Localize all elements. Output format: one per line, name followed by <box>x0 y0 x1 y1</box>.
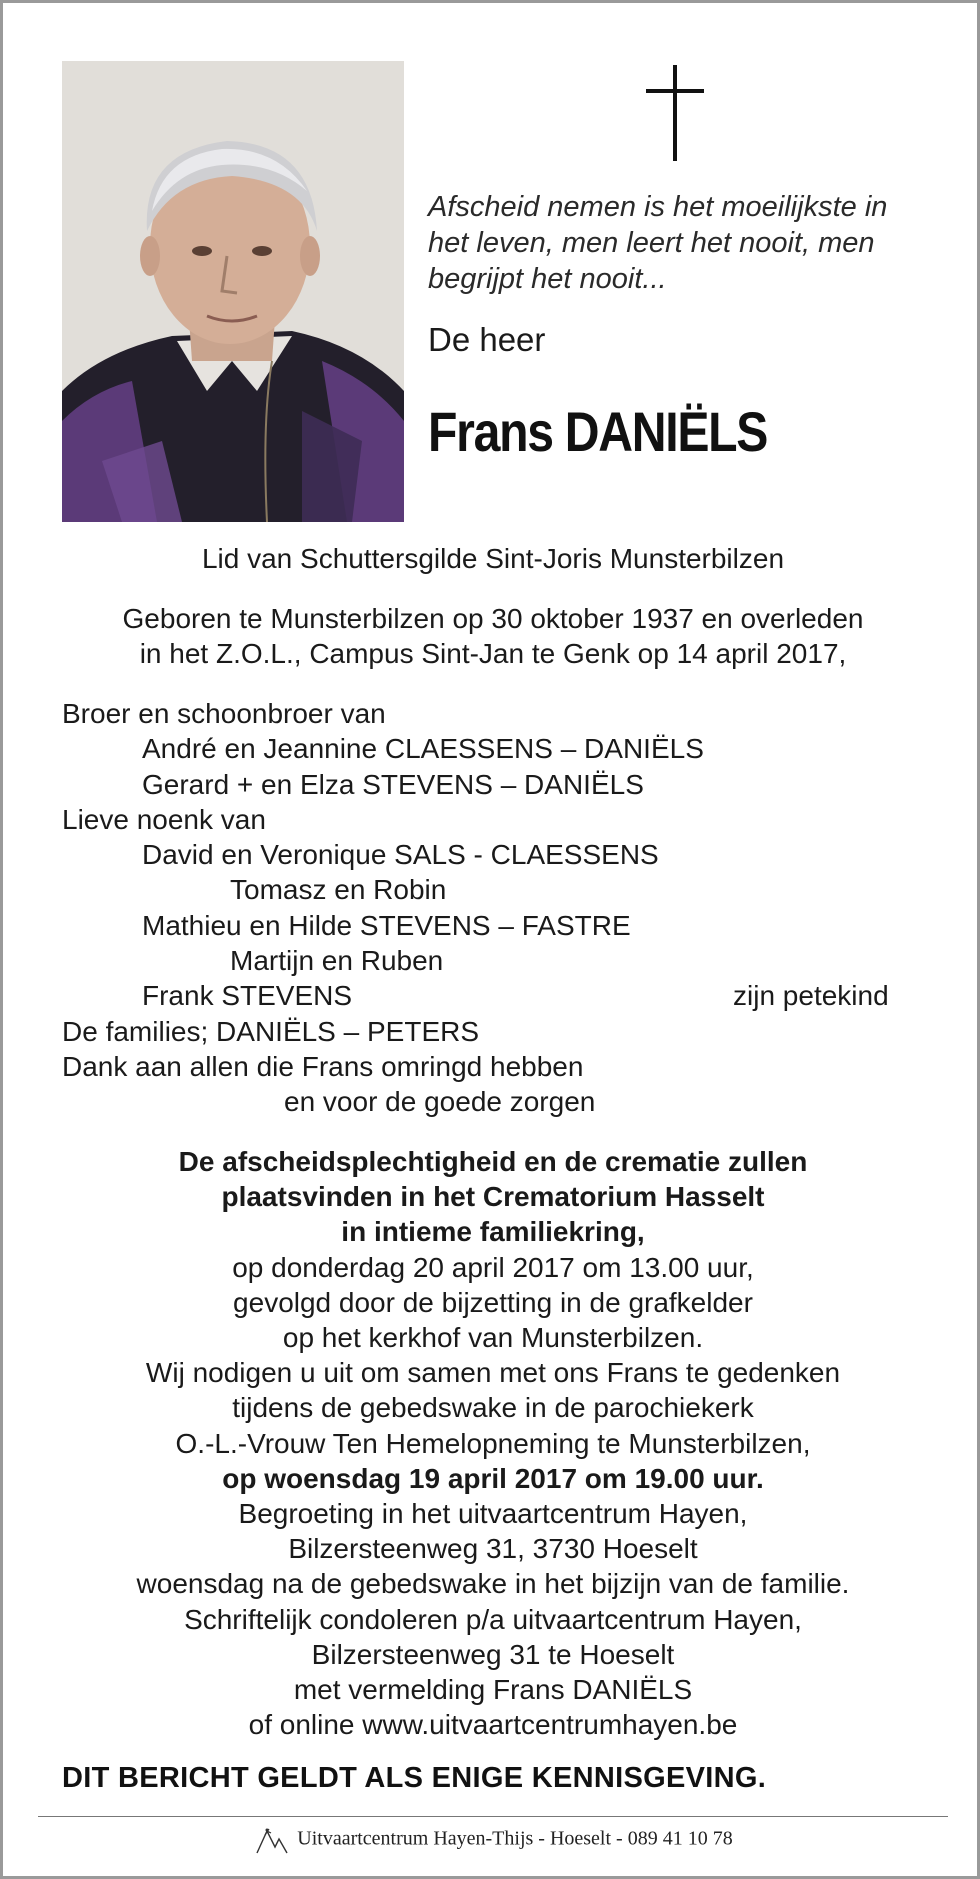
official-notice: DIT BERICHT GELDT ALS ENIGE KENNISGEVING. <box>62 1762 767 1794</box>
family-row <box>62 908 912 943</box>
ceremony-line: plaatsvinden in het Crematorium Hasselt <box>221 1181 765 1213</box>
family-row <box>62 696 912 731</box>
birth-death-info <box>43 601 943 671</box>
ceremony-line: O.-L.-Vrouw Ten Hemelopneming te Munsterbilzen, <box>175 1427 811 1459</box>
quote-line: het leven, men leert het nooit, men <box>428 227 875 259</box>
ceremony-line: op het kerkhof van Munsterbilzen. <box>282 1322 704 1354</box>
ceremony-line: op donderdag 20 april 2017 om 13.00 uur, <box>232 1251 754 1283</box>
family-row <box>62 837 912 872</box>
family-row <box>62 872 912 907</box>
ceremony-line: met vermelding Frans DANIËLS <box>293 1674 693 1706</box>
ceremony-line: in intieme familiekring, <box>341 1216 645 1248</box>
ceremony-details <box>43 1144 943 1742</box>
family-text: Tomasz en Robin <box>230 874 447 906</box>
ceremony-line: Bilzersteenweg 31, 3730 Hoeselt <box>288 1533 698 1565</box>
ceremony-line: tijdens de gebedswake in de parochiekerk <box>232 1392 754 1424</box>
family-list <box>62 696 912 1120</box>
family-text: De families; DANIËLS – PETERS <box>62 1015 480 1047</box>
ceremony-line: gevolgd door de bijzetting in de grafkelder <box>233 1286 753 1318</box>
quote-line: Afscheid nemen is het moeilijkste in <box>428 191 888 223</box>
family-row <box>62 731 912 766</box>
portrait-photo <box>62 61 404 522</box>
family-row <box>62 767 912 802</box>
ceremony-line: Bilzersteenweg 31 te Hoeselt <box>311 1638 675 1670</box>
title-prefix: De heer <box>428 321 546 358</box>
footer-divider <box>38 1816 948 1817</box>
ceremony-line: De afscheidsplechtigheid en de crematie zullen <box>178 1146 808 1177</box>
family-row <box>62 943 912 978</box>
family-row <box>62 1014 912 1049</box>
family-row <box>62 1049 912 1084</box>
family-text: Frank STEVENS <box>142 980 353 1012</box>
family-text: André en Jeannine CLAESSENS – DANIËLS <box>142 733 704 765</box>
ceremony-line: Begroeting in het uitvaartcentrum Hayen, <box>238 1498 748 1530</box>
family-text: Gerard + en Elza STEVENS – DANIËLS <box>142 768 644 800</box>
footer <box>3 1825 980 1855</box>
family-text: Lieve noenk van <box>62 803 266 835</box>
family-row <box>62 1084 912 1119</box>
family-text: David en Veronique SALS - CLAESSENS <box>142 839 659 871</box>
birth-line: Geboren te Munsterbilzen op 30 oktober 1937 en overleden <box>122 603 864 634</box>
family-text: en voor de goede zorgen <box>284 1086 596 1118</box>
deceased-name: Frans DANIËLS <box>428 400 768 463</box>
family-text: Martijn en Ruben <box>230 945 444 977</box>
family-text: Dank aan allen die Frans omringd hebben <box>62 1050 584 1082</box>
ceremony-line: Schriftelijk condoleren p/a uitvaartcentrum Hayen, <box>184 1603 802 1635</box>
death-line: in het Z.O.L., Campus Sint-Jan te Genk op 14 april 2017, <box>139 638 847 669</box>
cross-icon <box>646 65 704 161</box>
funeral-home-logo-icon <box>253 1825 291 1855</box>
farewell-quote <box>428 189 948 297</box>
ceremony-line: op woensdag 19 april 2017 om 19.00 uur. <box>222 1462 764 1494</box>
family-row <box>62 802 912 837</box>
family-text: Mathieu en Hilde STEVENS – FASTRE <box>142 909 631 941</box>
footer-text: Uitvaartcentrum Hayen-Thijs - Hoeselt - 089 41 10 78 <box>297 1827 733 1850</box>
quote-line: begrijpt het nooit... <box>428 263 667 295</box>
godchild-note: zijn petekind <box>733 980 889 1012</box>
membership-line: Lid van Schuttersgilde Sint-Joris Munsterbilzen <box>201 543 785 574</box>
ceremony-line: Wij nodigen u uit om samen met ons Frans te gedenken <box>145 1357 841 1389</box>
ceremony-line: woensdag na de gebedswake in het bijzijn van de familie. <box>136 1568 850 1600</box>
family-row <box>62 978 912 1013</box>
ceremony-line: of online www.uitvaartcentrumhayen.be <box>248 1709 738 1741</box>
family-text: Broer en schoonbroer van <box>62 698 386 729</box>
